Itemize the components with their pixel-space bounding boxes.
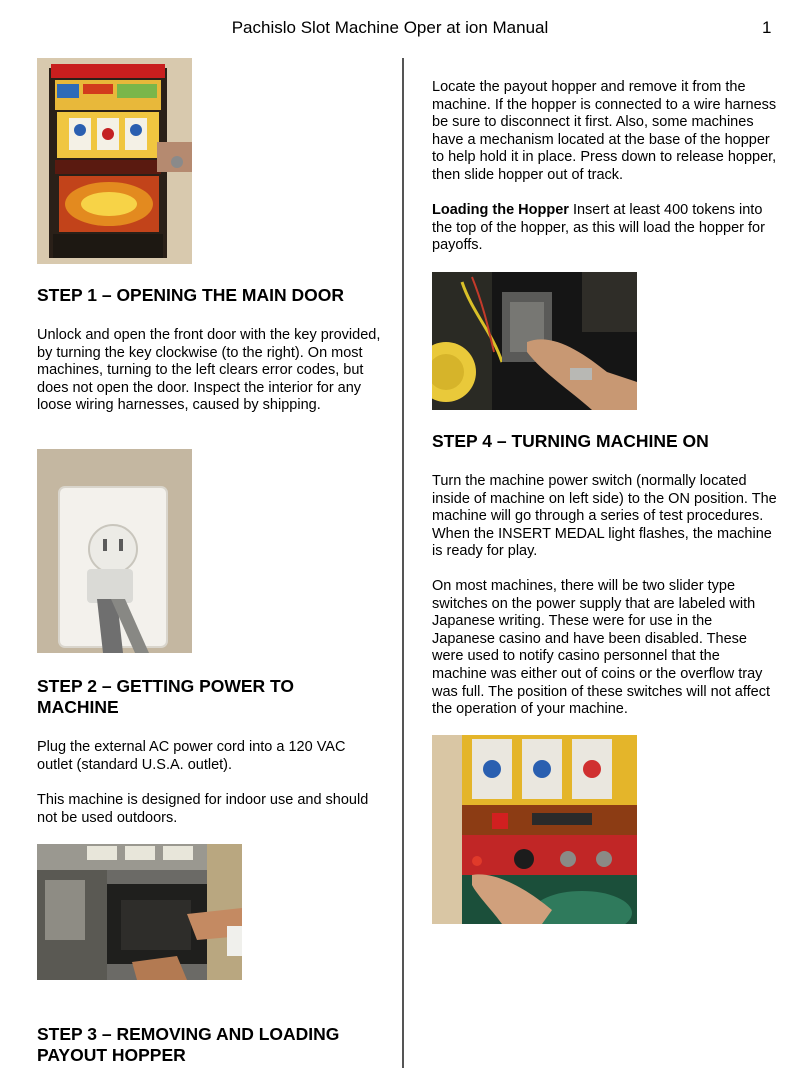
document-title: Pachislo Slot Machine Oper at ion Manual (231, 18, 549, 37)
hopper-instructions: Locate the payout hopper and remove it from the machine. If the hopper is connected to a wire harness be sure to disconnect it first. Also, some machines have a mechanism located at the base of the hopper to help hold it in place. Press down to release hopper, then slide hopper out of track. (432, 79, 777, 183)
page-header (0, 16, 808, 42)
loading-hopper-paragraph (432, 202, 777, 255)
step4-note: On most machines, there will be two slider type switches on the power supply that are labeled with Japanese writing. These were for use in the Japanese casino and have been disabled. These were used to notify casino personnel that the machine was either out of coins or the overflow tray was full. The position of these switches will not affect the operation of your machine. (432, 578, 770, 718)
loading-hopper-label: Loading the Hopper (432, 202, 569, 218)
loading-hopper-text: Insert at least 400 tokens into the top of the hopper, as this will load the hopper for payoffs. (432, 202, 765, 254)
page-number: 1 (762, 18, 772, 37)
slot-machine-photo (37, 58, 192, 264)
step2-text: Plug the external AC power cord into a 120 VAC outlet (standard U.S.A. outlet). (37, 739, 346, 773)
column-divider (402, 58, 404, 1068)
step4-text: Turn the machine power switch (normally located inside of machine on left side) to the ON position. The machine will go through a series of test procedures. When the INSERT MEDAL light flashes, the machine is ready for play. (432, 473, 777, 560)
step1-heading: STEP 1 – OPENING THE MAIN DOOR (37, 285, 344, 305)
hopper-removal-photo (37, 844, 242, 980)
wall-outlet-photo (37, 449, 192, 653)
step4-heading: STEP 4 – TURNING MACHINE ON (432, 431, 709, 451)
step3-heading: STEP 3 – REMOVING AND LOADING PAYOUT HOPPER (37, 1024, 340, 1065)
step2-note: This machine is designed for indoor use and should not be used outdoors. (37, 792, 369, 826)
insert-medal-photo (432, 735, 637, 924)
step2-heading: STEP 2 – GETTING POWER TO MACHINE (37, 676, 295, 717)
step1-text: Unlock and open the front door with the key provided, by turning the key clockwise (to the right). On most machines, turning to the left clears error codes, but does not open the door. Inspect the interior for any loose wiring harnesses, caused by shipping. (37, 327, 381, 414)
hopper-loading-photo (432, 272, 637, 410)
